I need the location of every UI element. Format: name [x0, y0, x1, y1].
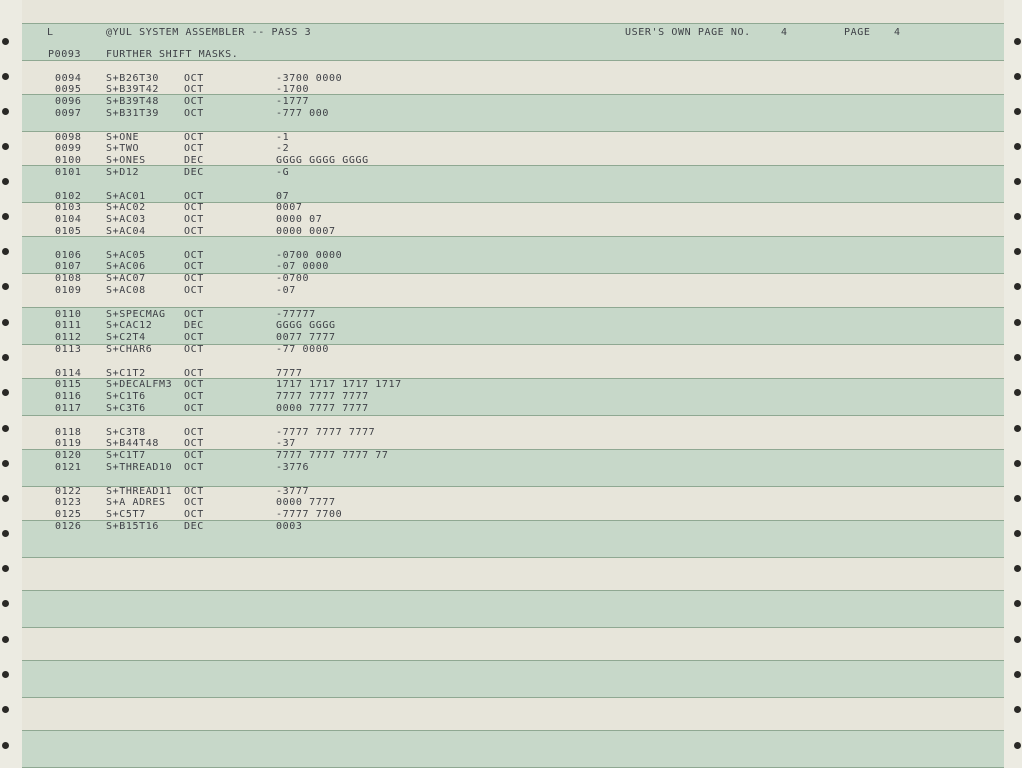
operand: -0700 [276, 273, 310, 284]
green-bar [22, 590, 1004, 628]
symbol: S+AC01 [106, 191, 146, 202]
line-number: 0108 [55, 273, 82, 284]
opcode: OCT [184, 403, 204, 414]
line-number: 0107 [55, 261, 82, 272]
green-bar [22, 94, 1004, 132]
opcode: OCT [184, 214, 204, 225]
opcode: OCT [184, 143, 204, 154]
feed-hole [2, 742, 9, 749]
line-number: 0110 [55, 309, 82, 320]
symbol: S+C2T4 [106, 332, 146, 343]
line-number: 0098 [55, 132, 82, 143]
opcode: DEC [184, 155, 204, 166]
operand: -07 [276, 285, 296, 296]
line-number: 0116 [55, 391, 82, 402]
symbol: S+B26T30 [106, 73, 159, 84]
opcode: OCT [184, 250, 204, 261]
line-number: 0101 [55, 167, 82, 178]
feed-hole [2, 600, 9, 607]
symbol: S+B39T48 [106, 96, 159, 107]
symbol: S+C1T7 [106, 450, 146, 461]
operand: -1777 [276, 96, 310, 107]
feed-hole [1014, 389, 1021, 396]
opcode: OCT [184, 84, 204, 95]
opcode: OCT [184, 108, 204, 119]
feed-hole [1014, 178, 1021, 185]
opcode: OCT [184, 368, 204, 379]
feed-hole [2, 319, 9, 326]
feed-hole [2, 530, 9, 537]
line-number: 0106 [55, 250, 82, 261]
feed-hole [1014, 108, 1021, 115]
symbol: S+C1T6 [106, 391, 146, 402]
symbol: S+ONE [106, 132, 140, 143]
feed-hole [2, 248, 9, 255]
feed-hole [1014, 600, 1021, 607]
feed-hole [1014, 636, 1021, 643]
feed-hole [2, 495, 9, 502]
opcode: OCT [184, 273, 204, 284]
feed-hole [1014, 319, 1021, 326]
feed-hole [2, 143, 9, 150]
opcode: OCT [184, 73, 204, 84]
opcode: OCT [184, 497, 204, 508]
feed-hole [2, 354, 9, 361]
operand: 0077 7777 [276, 332, 336, 343]
opcode: OCT [184, 332, 204, 343]
left-tractor-strip [0, 0, 22, 768]
symbol: S+THREAD10 [106, 462, 173, 473]
opcode: DEC [184, 521, 204, 532]
symbol: S+THREAD11 [106, 486, 173, 497]
operand: -7777 7777 7777 [276, 427, 376, 438]
line-number: 0109 [55, 285, 82, 296]
feed-hole [1014, 38, 1021, 45]
feed-hole [2, 706, 9, 713]
line-number: 0094 [55, 73, 82, 84]
operand: 0007 [276, 202, 303, 213]
symbol: S+B31T39 [106, 108, 159, 119]
operand: 7777 7777 7777 [276, 391, 369, 402]
feed-hole [1014, 460, 1021, 467]
opcode: OCT [184, 438, 204, 449]
opcode: OCT [184, 96, 204, 107]
opcode: OCT [184, 509, 204, 520]
symbol: S+ONES [106, 155, 146, 166]
line-number: 0126 [55, 521, 82, 532]
green-bar [22, 520, 1004, 558]
feed-hole [2, 283, 9, 290]
green-bar [22, 165, 1004, 203]
line-number: 0100 [55, 155, 82, 166]
feed-hole [1014, 248, 1021, 255]
line-number: 0120 [55, 450, 82, 461]
symbol: S+TWO [106, 143, 140, 154]
operand: -2 [276, 143, 290, 154]
line-number: 0103 [55, 202, 82, 213]
feed-hole [2, 671, 9, 678]
feed-hole [1014, 495, 1021, 502]
symbol: S+B15T16 [106, 521, 159, 532]
line-number: 0104 [55, 214, 82, 225]
feed-hole [1014, 143, 1021, 150]
operand: -1 [276, 132, 290, 143]
symbol: S+AC06 [106, 261, 146, 272]
operand: 0000 07 [276, 214, 323, 225]
line-number: 0105 [55, 226, 82, 237]
header-marker: L [47, 27, 54, 38]
feed-hole [1014, 73, 1021, 80]
line-number: 0123 [55, 497, 82, 508]
line-number: 0114 [55, 368, 82, 379]
symbol: S+AC02 [106, 202, 146, 213]
feed-hole [2, 213, 9, 220]
operand: -0700 0000 [276, 250, 343, 261]
green-bar [22, 660, 1004, 698]
feed-hole [2, 38, 9, 45]
line-number: 0118 [55, 427, 82, 438]
operand: -1700 [276, 84, 310, 95]
line-number: 0119 [55, 438, 82, 449]
feed-hole [2, 178, 9, 185]
operand: 0000 7777 7777 [276, 403, 369, 414]
operand: -3777 [276, 486, 310, 497]
symbol: S+AC07 [106, 273, 146, 284]
line-number: 0122 [55, 486, 82, 497]
line-number: 0112 [55, 332, 82, 343]
operand: -3776 [276, 462, 310, 473]
opcode: OCT [184, 132, 204, 143]
operand: -37 [276, 438, 296, 449]
operand: 07 [276, 191, 290, 202]
symbol: S+AC03 [106, 214, 146, 225]
line-number: 0102 [55, 191, 82, 202]
user-page-number: 4 [781, 27, 788, 38]
feed-hole [1014, 283, 1021, 290]
operand: GGGG GGGG [276, 320, 336, 331]
symbol: S+CAC12 [106, 320, 153, 331]
feed-hole [2, 425, 9, 432]
opcode: OCT [184, 379, 204, 390]
line-number: 0113 [55, 344, 82, 355]
opcode: OCT [184, 285, 204, 296]
feed-hole [1014, 565, 1021, 572]
opcode: OCT [184, 450, 204, 461]
feed-hole [1014, 425, 1021, 432]
feed-hole [1014, 354, 1021, 361]
opcode: OCT [184, 344, 204, 355]
opcode: DEC [184, 320, 204, 331]
page-number: 4 [894, 27, 901, 38]
operand: -07 0000 [276, 261, 329, 272]
line-number: 0125 [55, 509, 82, 520]
symbol: S+A ADRES [106, 497, 166, 508]
opcode: OCT [184, 191, 204, 202]
line-number: 0097 [55, 108, 82, 119]
feed-hole [2, 636, 9, 643]
operand: -3700 0000 [276, 73, 343, 84]
line-number: 0121 [55, 462, 82, 473]
opcode: OCT [184, 261, 204, 272]
remark-line-number: P0093 [48, 49, 82, 60]
line-number: 0096 [55, 96, 82, 107]
page-label: PAGE [844, 27, 871, 38]
line-number: 0115 [55, 379, 82, 390]
feed-hole [2, 460, 9, 467]
operand: GGGG GGGG GGGG [276, 155, 369, 166]
opcode: OCT [184, 462, 204, 473]
operand: 0000 7777 [276, 497, 336, 508]
printout-page [22, 0, 1004, 768]
operand: -77 0000 [276, 344, 329, 355]
operand: 7777 [276, 368, 303, 379]
feed-hole [1014, 706, 1021, 713]
symbol: S+AC08 [106, 285, 146, 296]
opcode: OCT [184, 427, 204, 438]
opcode: OCT [184, 226, 204, 237]
symbol: S+CHAR6 [106, 344, 153, 355]
operand: 0003 [276, 521, 303, 532]
green-bar [22, 730, 1004, 768]
line-number: 0095 [55, 84, 82, 95]
symbol: S+B44T48 [106, 438, 159, 449]
opcode: OCT [184, 391, 204, 402]
symbol: S+D12 [106, 167, 140, 178]
green-bar [22, 307, 1004, 345]
opcode: DEC [184, 167, 204, 178]
line-number: 0099 [55, 143, 82, 154]
feed-hole [1014, 671, 1021, 678]
feed-hole [1014, 530, 1021, 537]
operand: -77777 [276, 309, 316, 320]
feed-hole [1014, 742, 1021, 749]
feed-hole [2, 389, 9, 396]
green-bar [22, 236, 1004, 274]
operand: -G [276, 167, 290, 178]
symbol: S+SPECMAG [106, 309, 166, 320]
symbol: S+C3T6 [106, 403, 146, 414]
symbol: S+B39T42 [106, 84, 159, 95]
feed-hole [1014, 213, 1021, 220]
operand: -777 000 [276, 108, 329, 119]
line-number: 0117 [55, 403, 82, 414]
opcode: OCT [184, 202, 204, 213]
feed-hole [2, 108, 9, 115]
header-title: @YUL SYSTEM ASSEMBLER -- PASS 3 [106, 27, 312, 38]
symbol: S+C1T2 [106, 368, 146, 379]
user-page-label: USER'S OWN PAGE NO. [625, 27, 751, 38]
remark-text: FURTHER SHIFT MASKS. [106, 49, 239, 60]
symbol: S+DECALFM3 [106, 379, 173, 390]
symbol: S+C3T8 [106, 427, 146, 438]
symbol: S+AC05 [106, 250, 146, 261]
line-number: 0111 [55, 320, 82, 331]
opcode: OCT [184, 309, 204, 320]
operand: 1717 1717 1717 1717 [276, 379, 402, 390]
symbol: S+C5T7 [106, 509, 146, 520]
opcode: OCT [184, 486, 204, 497]
operand: 7777 7777 7777 77 [276, 450, 389, 461]
feed-hole [2, 565, 9, 572]
feed-hole [2, 73, 9, 80]
symbol: S+AC04 [106, 226, 146, 237]
right-tractor-strip [1004, 0, 1022, 768]
operand: 0000 0007 [276, 226, 336, 237]
operand: -7777 7700 [276, 509, 343, 520]
